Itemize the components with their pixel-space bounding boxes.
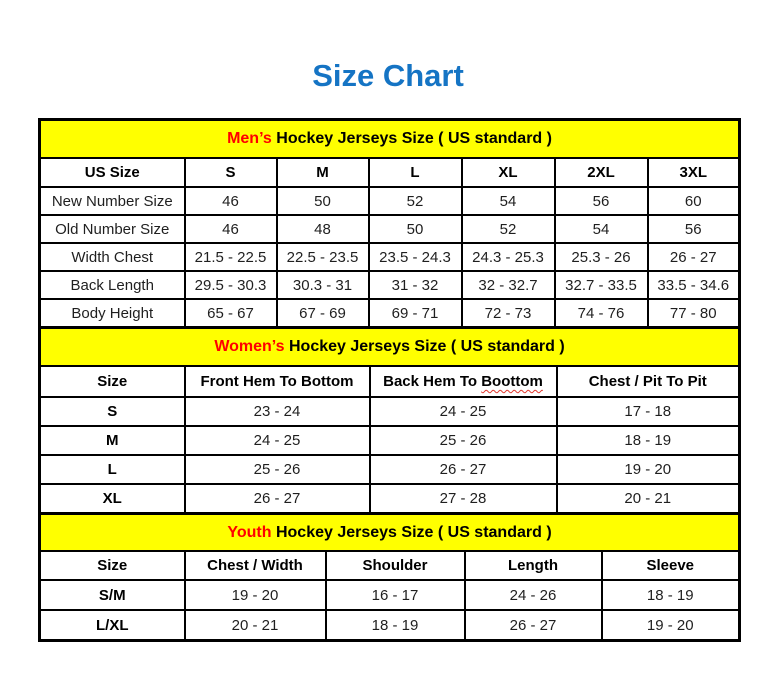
cell-value: 48 (277, 215, 369, 243)
back-hem-label-typo: Boottom (481, 373, 543, 390)
cell-value: 56 (648, 215, 740, 243)
row-label: M (40, 426, 185, 455)
cell-value: 33.5 - 34.6 (648, 271, 740, 299)
cell-value: 52 (462, 215, 555, 243)
row-label: New Number Size (40, 187, 185, 215)
womens-size-table (38, 326, 741, 515)
column-header: Chest / Pit To Pit (557, 366, 740, 397)
cell-value: 52 (369, 187, 462, 215)
column-header: Sleeve (602, 551, 740, 580)
cell-value: 24 - 25 (185, 426, 370, 455)
youth-title-accent: Youth (227, 523, 272, 541)
column-header: Chest / Width (185, 551, 326, 580)
mens-table-title (40, 120, 740, 159)
cell-value: 25 - 26 (370, 426, 557, 455)
row-label: Width Chest (40, 243, 185, 271)
cell-value: 31 - 32 (369, 271, 462, 299)
cell-value: 24 - 25 (370, 397, 557, 426)
cell-value: 26 - 27 (648, 243, 740, 271)
row-label: L/XL (40, 610, 185, 641)
cell-value: 46 (185, 215, 277, 243)
youth-size-table (38, 512, 741, 642)
table-row (40, 243, 740, 271)
youth-table-title (40, 514, 740, 552)
cell-value: 22.5 - 23.5 (277, 243, 369, 271)
cell-value: 50 (369, 215, 462, 243)
cell-value: 18 - 19 (602, 580, 740, 610)
cell-value: 23.5 - 24.3 (369, 243, 462, 271)
womens-title-rest: Hockey Jerseys Size ( US standard ) (289, 338, 565, 355)
back-hem-label-prefix: Back Hem To (383, 373, 478, 390)
table-row (40, 455, 740, 484)
cell-value: 17 - 18 (557, 397, 740, 426)
cell-value: 26 - 27 (465, 610, 602, 641)
column-header: Length (465, 551, 602, 580)
table-row (40, 271, 740, 299)
table-row (40, 610, 740, 641)
mens-title-row (40, 120, 740, 159)
column-header: L (369, 158, 462, 187)
column-header: Size (40, 551, 185, 580)
cell-value: 32 - 32.7 (462, 271, 555, 299)
row-label: S/M (40, 580, 185, 610)
cell-value: 16 - 17 (326, 580, 465, 610)
youth-header-row (40, 551, 740, 580)
womens-title-accent: Women’s (214, 338, 285, 355)
mens-title-rest: Hockey Jerseys Size ( US standard ) (276, 130, 552, 147)
cell-value: 19 - 20 (557, 455, 740, 484)
column-header (370, 366, 557, 397)
table-row (40, 299, 740, 328)
table-row (40, 215, 740, 243)
cell-value: 21.5 - 22.5 (185, 243, 277, 271)
cell-value: 56 (555, 187, 648, 215)
cell-value: 54 (462, 187, 555, 215)
cell-value: 18 - 19 (326, 610, 465, 641)
cell-value: 25 - 26 (185, 455, 370, 484)
cell-value: 69 - 71 (369, 299, 462, 328)
cell-value: 50 (277, 187, 369, 215)
mens-size-table (38, 118, 741, 329)
row-label: Back Length (40, 271, 185, 299)
cell-value: 60 (648, 187, 740, 215)
youth-title-rest: Hockey Jerseys Size ( US standard ) (275, 523, 552, 541)
youth-title-row (40, 514, 740, 552)
column-header: US Size (40, 158, 185, 187)
row-label: XL (40, 484, 185, 514)
table-row (40, 397, 740, 426)
cell-value: 29.5 - 30.3 (185, 271, 277, 299)
mens-header-row (40, 158, 740, 187)
mens-title-accent: Men’s (227, 130, 272, 147)
womens-table-title (40, 328, 740, 367)
cell-value: 32.7 - 33.5 (555, 271, 648, 299)
cell-value: 24.3 - 25.3 (462, 243, 555, 271)
row-label: Body Height (40, 299, 185, 328)
cell-value: 19 - 20 (185, 580, 326, 610)
cell-value: 72 - 73 (462, 299, 555, 328)
column-header: 2XL (555, 158, 648, 187)
womens-header-row (40, 366, 740, 397)
cell-value: 67 - 69 (277, 299, 369, 328)
row-label: L (40, 455, 185, 484)
page-title: Size Chart (312, 58, 464, 93)
table-row (40, 426, 740, 455)
cell-value: 74 - 76 (555, 299, 648, 328)
cell-value: 26 - 27 (370, 455, 557, 484)
cell-value: 46 (185, 187, 277, 215)
womens-title-row (40, 328, 740, 367)
cell-value: 20 - 21 (185, 610, 326, 641)
column-header: M (277, 158, 369, 187)
cell-value: 65 - 67 (185, 299, 277, 328)
table-row (40, 187, 740, 215)
cell-value: 27 - 28 (370, 484, 557, 514)
cell-value: 25.3 - 26 (555, 243, 648, 271)
cell-value: 54 (555, 215, 648, 243)
column-header: XL (462, 158, 555, 187)
cell-value: 23 - 24 (185, 397, 370, 426)
cell-value: 24 - 26 (465, 580, 602, 610)
cell-value: 20 - 21 (557, 484, 740, 514)
cell-value: 18 - 19 (557, 426, 740, 455)
column-header: S (185, 158, 277, 187)
column-header: 3XL (648, 158, 740, 187)
table-row (40, 580, 740, 610)
row-label: S (40, 397, 185, 426)
cell-value: 19 - 20 (602, 610, 740, 641)
column-header: Shoulder (326, 551, 465, 580)
size-tables-container (38, 118, 738, 642)
column-header: Size (40, 366, 185, 397)
table-row (40, 484, 740, 514)
row-label: Old Number Size (40, 215, 185, 243)
column-header: Front Hem To Bottom (185, 366, 370, 397)
cell-value: 77 - 80 (648, 299, 740, 328)
cell-value: 26 - 27 (185, 484, 370, 514)
cell-value: 30.3 - 31 (277, 271, 369, 299)
